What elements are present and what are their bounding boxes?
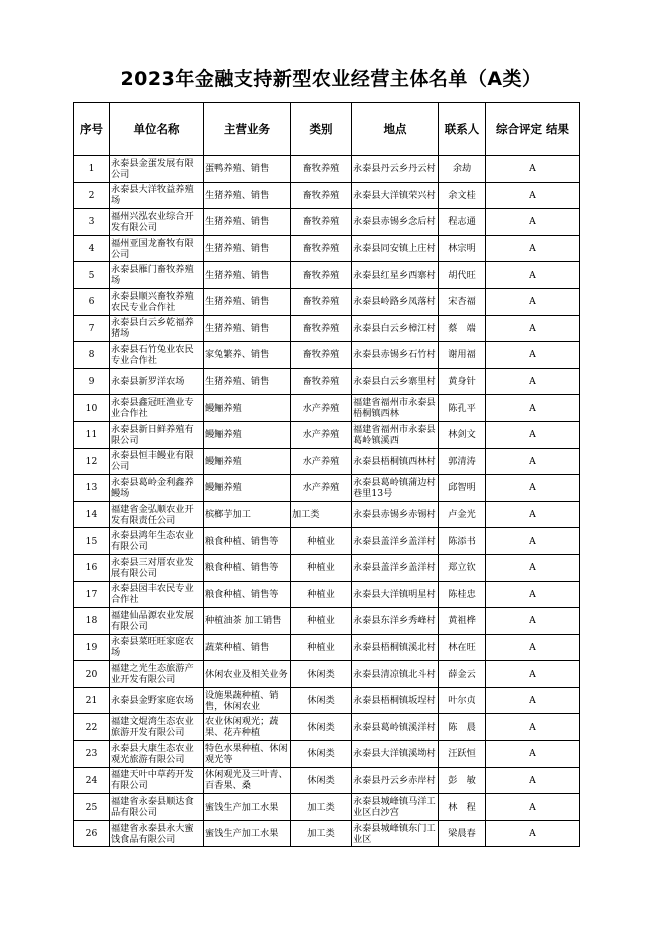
location-cell: 永泰县丹云乡丹云村 (352, 156, 439, 183)
table-row (74, 288, 580, 315)
business-cell: 粮食种植、销售等 (204, 554, 291, 581)
row-number: 2 (74, 182, 110, 209)
row-number: 12 (74, 448, 110, 475)
contact-cell: 余劫 (439, 156, 486, 183)
category-cell: 畜牧养殖 (291, 368, 352, 395)
location-cell: 永泰县大洋镇溪坳村 (352, 741, 439, 768)
table-row (74, 421, 580, 448)
unit-name-cell: 永泰县大康生态农业观光旅游有限公司 (110, 741, 204, 768)
contact-cell: 宋杏福 (439, 288, 486, 315)
location-cell: 永泰县赤锡乡念后村 (352, 209, 439, 236)
row-number: 8 (74, 342, 110, 369)
contact-cell: 谢用福 (439, 342, 486, 369)
unit-name-cell: 福建省永泰县顺达食品有限公司 (110, 794, 204, 821)
business-cell: 休闲农业及相关业务 (204, 661, 291, 688)
location-cell: 永泰县丹云乡赤岸村 (352, 767, 439, 794)
business-cell: 鳗鲡养殖 (204, 395, 291, 422)
location-cell: 永泰县城峰镇东门工业区 (352, 820, 439, 847)
header-contact: 联系人 (439, 103, 486, 156)
business-cell: 蛋鸭养殖、销售 (204, 156, 291, 183)
business-cell: 休闲观光及三叶青、百香果、桑 (204, 767, 291, 794)
business-cell: 鳗鲡养殖 (204, 421, 291, 448)
grade-cell: A (486, 448, 580, 475)
contact-cell: 陈桂忠 (439, 581, 486, 608)
grade-cell: A (486, 262, 580, 289)
grade-cell: A (486, 156, 580, 183)
table-row (74, 634, 580, 661)
category-cell: 种植业 (291, 608, 352, 635)
table-row (74, 501, 580, 528)
unit-name-cell: 永泰县大洋牧益养殖场 (110, 182, 204, 209)
table-row (74, 156, 580, 183)
table-row (74, 608, 580, 635)
row-number: 19 (74, 634, 110, 661)
location-cell: 永泰县大洋镇明星村 (352, 581, 439, 608)
location-cell: 福建省福州市永泰县梧桐镇西林 (352, 395, 439, 422)
header-business: 主营业务 (204, 103, 291, 156)
category-cell: 畜牧养殖 (291, 315, 352, 342)
business-cell: 蜜饯生产加工水果 (204, 794, 291, 821)
row-number: 9 (74, 368, 110, 395)
row-number: 21 (74, 687, 110, 714)
business-cell: 设施果蔬种植、销售，休闲农业 (204, 687, 291, 714)
row-number: 4 (74, 235, 110, 262)
unit-name-cell: 福建天叶中草药开发有限公司 (110, 767, 204, 794)
contact-cell: 胡代旺 (439, 262, 486, 289)
row-number: 16 (74, 554, 110, 581)
contact-cell: 林在旺 (439, 634, 486, 661)
business-cell: 生猪养殖、销售 (204, 315, 291, 342)
grade-cell: A (486, 501, 580, 528)
grade-cell: A (486, 794, 580, 821)
grade-cell: A (486, 741, 580, 768)
business-cell: 蔬菜种植、销售 (204, 634, 291, 661)
location-cell: 永泰县岭路乡凤落村 (352, 288, 439, 315)
grade-cell: A (486, 475, 580, 502)
table-row (74, 209, 580, 236)
row-number: 10 (74, 395, 110, 422)
unit-name-cell: 永泰县金野家庭农场 (110, 687, 204, 714)
business-cell: 种植油茶 加工销售 (204, 608, 291, 635)
table-row (74, 182, 580, 209)
unit-name-cell: 福建仙品源农业发展有限公司 (110, 608, 204, 635)
contact-cell: 林剑文 (439, 421, 486, 448)
contact-cell: 黄身针 (439, 368, 486, 395)
header-unit: 单位名称 (110, 103, 204, 156)
unit-name-cell: 永泰县三对厝农业发展有限公司 (110, 554, 204, 581)
category-cell: 畜牧养殖 (291, 235, 352, 262)
location-cell: 福建省福州市永泰县葛岭镇溪西 (352, 421, 439, 448)
location-cell: 永泰县赤锡乡石竹村 (352, 342, 439, 369)
grade-cell: A (486, 661, 580, 688)
contact-cell: 黄祖桦 (439, 608, 486, 635)
table-header-row (74, 103, 580, 156)
contact-cell: 卢金光 (439, 501, 486, 528)
row-number: 17 (74, 581, 110, 608)
table-row (74, 794, 580, 821)
business-cell: 鳗鲡养殖 (204, 475, 291, 502)
table-row (74, 475, 580, 502)
unit-name-cell: 福州兴泓农业综合开发有限公司 (110, 209, 204, 236)
business-cell: 生猪养殖、销售 (204, 182, 291, 209)
category-cell: 畜牧养殖 (291, 342, 352, 369)
business-cell: 生猪养殖、销售 (204, 262, 291, 289)
table-row (74, 741, 580, 768)
location-cell: 永泰县盖洋乡盖洋村 (352, 554, 439, 581)
unit-name-cell: 永泰县菜旺旺家庭农场 (110, 634, 204, 661)
row-number: 23 (74, 741, 110, 768)
unit-name-cell: 福建文焜湾生态农业旅游开发有限公司 (110, 714, 204, 741)
contact-cell: 郑立钦 (439, 554, 486, 581)
business-cell: 生猪养殖、销售 (204, 235, 291, 262)
row-number: 20 (74, 661, 110, 688)
row-number: 26 (74, 820, 110, 847)
category-cell: 种植业 (291, 554, 352, 581)
unit-name-cell: 福建省金弘顺农业开发有限责任公司 (110, 501, 204, 528)
table-row (74, 687, 580, 714)
business-cell: 生猪养殖、销售 (204, 368, 291, 395)
row-number: 18 (74, 608, 110, 635)
row-number: 3 (74, 209, 110, 236)
table-row (74, 235, 580, 262)
location-cell: 永泰县城峰镇马洋工业区白沙宫 (352, 794, 439, 821)
business-cell: 生猪养殖、销售 (204, 288, 291, 315)
contact-cell: 陈 晨 (439, 714, 486, 741)
table-row (74, 368, 580, 395)
location-cell: 永泰县同安镇上庄村 (352, 235, 439, 262)
grade-cell: A (486, 687, 580, 714)
contact-cell: 梁晨春 (439, 820, 486, 847)
header-location: 地点 (352, 103, 439, 156)
grade-cell: A (486, 395, 580, 422)
contact-cell: 余文桂 (439, 182, 486, 209)
unit-name-cell: 永泰县葛岭金利鑫养鳗场 (110, 475, 204, 502)
header-category: 类别 (291, 103, 352, 156)
location-cell: 永泰县盖洋乡盖洋村 (352, 528, 439, 555)
unit-name-cell: 永泰县新罗洋农场 (110, 368, 204, 395)
table-row (74, 820, 580, 847)
contact-cell: 叶尔贞 (439, 687, 486, 714)
category-cell: 休闲类 (291, 661, 352, 688)
business-cell: 生猪养殖、销售 (204, 209, 291, 236)
contact-cell: 郭清涛 (439, 448, 486, 475)
location-cell: 永泰县赤锡乡赤锡村 (352, 501, 439, 528)
table-row (74, 661, 580, 688)
location-cell: 永泰县梧桐镇西林村 (352, 448, 439, 475)
location-cell: 永泰县清凉镇北斗村 (352, 661, 439, 688)
category-cell: 加工类 (291, 820, 352, 847)
row-number: 24 (74, 767, 110, 794)
table-row (74, 315, 580, 342)
location-cell: 永泰县梧桐镇溪北村 (352, 634, 439, 661)
location-cell: 永泰县梧桐镇坂埕村 (352, 687, 439, 714)
table-row (74, 448, 580, 475)
category-cell: 畜牧养殖 (291, 262, 352, 289)
business-cell: 农业休闲观光；蔬果、花卉种植 (204, 714, 291, 741)
grade-cell: A (486, 528, 580, 555)
category-cell: 畜牧养殖 (291, 209, 352, 236)
grade-cell: A (486, 767, 580, 794)
row-number: 11 (74, 421, 110, 448)
table-row (74, 262, 580, 289)
unit-name-cell: 永泰县白云乡乾福养猪场 (110, 315, 204, 342)
row-number: 13 (74, 475, 110, 502)
category-cell: 加工类 (291, 501, 352, 528)
grade-cell: A (486, 182, 580, 209)
unit-name-cell: 福州亚国龙畜牧有限公司 (110, 235, 204, 262)
row-number: 25 (74, 794, 110, 821)
grade-cell: A (486, 608, 580, 635)
category-cell: 休闲类 (291, 714, 352, 741)
location-cell: 永泰县红星乡西寨村 (352, 262, 439, 289)
category-cell: 休闲类 (291, 741, 352, 768)
table-row (74, 581, 580, 608)
grade-cell: A (486, 820, 580, 847)
unit-name-cell: 永泰县鸿年生态农业有限公司 (110, 528, 204, 555)
category-cell: 休闲类 (291, 767, 352, 794)
contact-cell: 林 程 (439, 794, 486, 821)
table-row (74, 767, 580, 794)
unit-name-cell: 永泰县顺兴畜牧养殖农民专业合作社 (110, 288, 204, 315)
location-cell: 永泰县白云乡寨里村 (352, 368, 439, 395)
category-cell: 种植业 (291, 634, 352, 661)
grade-cell: A (486, 342, 580, 369)
grade-cell: A (486, 581, 580, 608)
header-no: 序号 (74, 103, 110, 156)
row-number: 7 (74, 315, 110, 342)
business-cell: 粮食种植、销售等 (204, 528, 291, 555)
category-cell: 加工类 (291, 794, 352, 821)
contact-cell: 林宗明 (439, 235, 486, 262)
unit-name-cell: 永泰县雁门畜牧养殖场 (110, 262, 204, 289)
unit-name-cell: 福建省永泰县永大蜜饯食品有限公司 (110, 820, 204, 847)
grade-cell: A (486, 554, 580, 581)
grade-cell: A (486, 315, 580, 342)
contact-cell: 彭 敏 (439, 767, 486, 794)
grade-cell: A (486, 288, 580, 315)
grade-cell: A (486, 235, 580, 262)
row-number: 22 (74, 714, 110, 741)
grade-cell: A (486, 368, 580, 395)
row-number: 5 (74, 262, 110, 289)
contact-cell: 汪跃恒 (439, 741, 486, 768)
table-row (74, 714, 580, 741)
row-number: 6 (74, 288, 110, 315)
unit-name-cell: 永泰县金蛋发展有限公司 (110, 156, 204, 183)
business-cell: 特色水果种植、休闲观光等 (204, 741, 291, 768)
table-row (74, 342, 580, 369)
unit-name-cell: 永泰县鑫冠旺渔业专业合作社 (110, 395, 204, 422)
row-number: 1 (74, 156, 110, 183)
grade-cell: A (486, 209, 580, 236)
unit-name-cell: 永泰县新日鲜养殖有限公司 (110, 421, 204, 448)
location-cell: 永泰县葛岭镇蒲边村巷里13号 (352, 475, 439, 502)
unit-name-cell: 永泰县园丰农民专业合作社 (110, 581, 204, 608)
category-cell: 休闲类 (291, 687, 352, 714)
contact-cell: 程志通 (439, 209, 486, 236)
unit-name-cell: 永泰县恒丰鳗业有限公司 (110, 448, 204, 475)
category-cell: 水产养殖 (291, 475, 352, 502)
business-cell: 蜜饯生产加工水果 (204, 820, 291, 847)
business-cell: 粮食种植、销售等 (204, 581, 291, 608)
location-cell: 永泰县白云乡樟江村 (352, 315, 439, 342)
business-cell: 家兔繁养、销售 (204, 342, 291, 369)
entity-table (73, 102, 580, 847)
unit-name-cell: 永泰县石竹兔业农民专业合作社 (110, 342, 204, 369)
category-cell: 畜牧养殖 (291, 182, 352, 209)
business-cell: 鳗鲡养殖 (204, 448, 291, 475)
contact-cell: 陈孔平 (439, 395, 486, 422)
header-grade: 综合评定 结果 (486, 103, 580, 156)
row-number: 14 (74, 501, 110, 528)
contact-cell: 薛金云 (439, 661, 486, 688)
unit-name-cell: 福建之光生态旅游产业开发有限公司 (110, 661, 204, 688)
contact-cell: 陈添书 (439, 528, 486, 555)
location-cell: 永泰县大洋镇荣兴村 (352, 182, 439, 209)
category-cell: 种植业 (291, 528, 352, 555)
table-row (74, 528, 580, 555)
table-row (74, 395, 580, 422)
location-cell: 永泰县东洋乡秀峰村 (352, 608, 439, 635)
business-cell: 槟榔芋加工 (204, 501, 291, 528)
contact-cell: 邱智明 (439, 475, 486, 502)
category-cell: 种植业 (291, 581, 352, 608)
page-title: 2023年金融支持新型农业经营主体名单（A类） (120, 68, 542, 90)
grade-cell: A (486, 421, 580, 448)
category-cell: 水产养殖 (291, 395, 352, 422)
grade-cell: A (486, 714, 580, 741)
category-cell: 畜牧养殖 (291, 288, 352, 315)
category-cell: 畜牧养殖 (291, 156, 352, 183)
category-cell: 水产养殖 (291, 421, 352, 448)
grade-cell: A (486, 634, 580, 661)
location-cell: 永泰县葛岭镇溪洋村 (352, 714, 439, 741)
row-number: 15 (74, 528, 110, 555)
category-cell: 水产养殖 (291, 448, 352, 475)
contact-cell: 蔡 端 (439, 315, 486, 342)
table-row (74, 554, 580, 581)
